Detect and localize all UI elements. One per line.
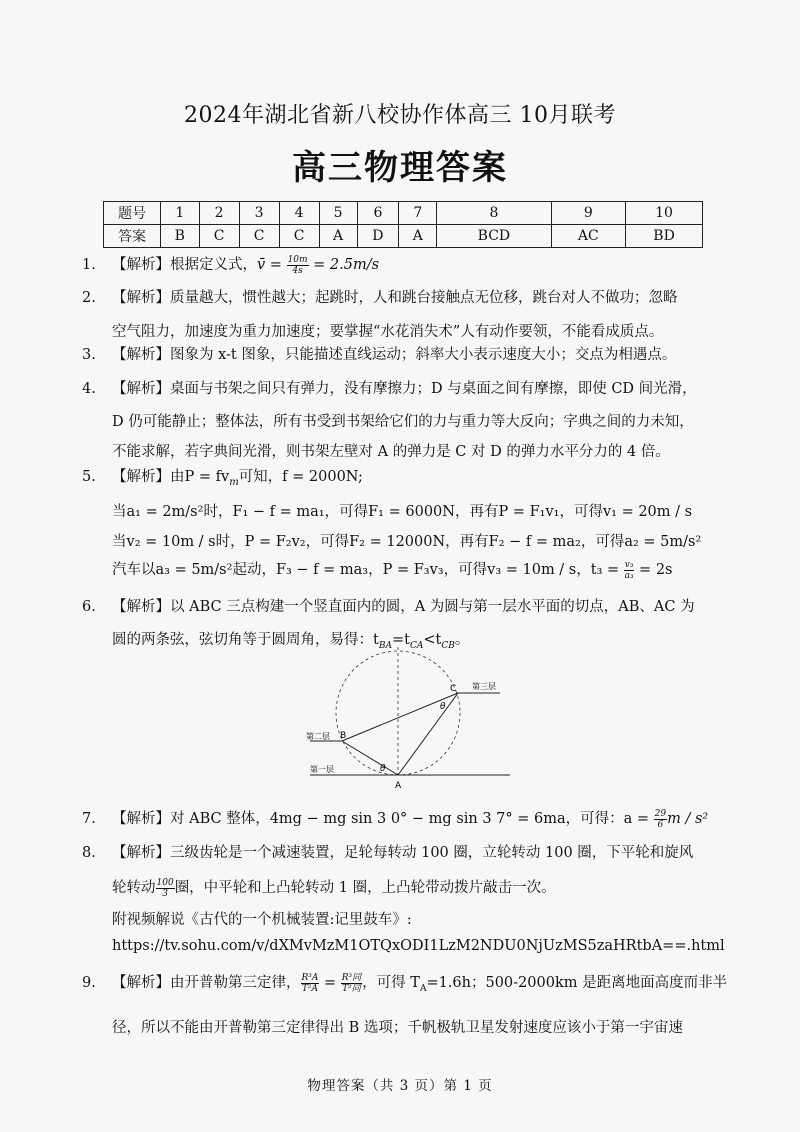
item-line: 【解析】质量越大，惯性越大；起跳时，人和跳台接触点无位移，跳台对人不做功；忽略 xyxy=(112,290,678,306)
text: 圈，中平轮和上凸轮转动 1 圈，上凸轮带动拨片敲击一次。 xyxy=(174,880,556,896)
floor-three-label: 第三层 xyxy=(472,682,496,691)
numerator: 100 xyxy=(156,877,174,888)
denominator: 3 xyxy=(162,888,168,899)
item-line: 径，所以不能由开普勒第三定律得出 B 选项；千帆极轨卫星发射速度应该小于第一宇宙速 xyxy=(112,1020,683,1036)
item-line: 空气阻力，加速度为重力加速度；要掌握“水花消失术”人有动作要领，不能看成质点。 xyxy=(112,324,664,340)
item-number: 5. xyxy=(82,469,96,485)
item-line xyxy=(112,558,722,581)
item-number: 4. xyxy=(82,381,96,397)
text: 【解析】由开普勒第三定律， xyxy=(112,975,301,991)
item-line xyxy=(112,462,722,498)
analysis-tag: 【解析】 xyxy=(112,257,170,273)
numerator: v₃ xyxy=(624,559,634,570)
item-number: 1. xyxy=(82,257,96,273)
table-cell: 9 xyxy=(551,202,626,225)
denominator: a₃ xyxy=(624,570,634,581)
text: 可知，f = 2000N; xyxy=(238,469,363,485)
text: = xyxy=(319,975,341,991)
item-line xyxy=(112,876,722,899)
table-cell: 2 xyxy=(199,202,239,225)
text: 。 xyxy=(454,632,470,648)
table-cell: 3 xyxy=(239,202,279,225)
subscript: CB xyxy=(441,640,455,651)
text: ，可得 T xyxy=(362,975,420,991)
table-cell: C xyxy=(239,225,279,248)
table-cell: 1 xyxy=(161,202,200,225)
item-line: D 仍可能静止；整体法，所有书受到书架给它们的力与重力等大反向；字典之间的力未知， xyxy=(112,414,694,430)
fraction xyxy=(287,255,309,276)
answer-title: 高三物理答案 xyxy=(292,148,508,188)
fraction xyxy=(341,973,362,994)
item-text xyxy=(112,250,722,281)
denominator: T²同 xyxy=(342,983,361,994)
table-cell: C xyxy=(199,225,239,248)
table-cell: A xyxy=(319,225,357,248)
label-b: B xyxy=(340,731,347,741)
text: 轮转动 xyxy=(112,880,156,896)
item-number: 9. xyxy=(82,975,96,991)
label-a: A xyxy=(395,781,402,791)
item-number: 3. xyxy=(82,347,96,363)
table-header-cell: 答案 xyxy=(104,225,161,248)
text: = 2s xyxy=(634,562,673,578)
text: <t xyxy=(423,632,442,648)
exam-title: 2024年湖北省新八校协作体高三 10月联考 xyxy=(184,103,616,128)
item-line: 不能求解，若字典间光滑，则书架左壁对 A 的弹力是 C 对 D 的弹力水平分力的 4 倍。 xyxy=(112,444,670,460)
item-line: 【解析】图象为 x-t 图象，只能描述直线运动；斜率大小表示速度大小；交点为相遇点。 xyxy=(112,347,677,363)
table-cell: 6 xyxy=(357,202,399,225)
subscript: BA xyxy=(378,640,392,651)
item-line: 附视频解说《古代的一个机械装置:记里鼓车》: xyxy=(112,912,412,928)
theta-label: θ xyxy=(380,764,386,774)
item-line: 【解析】桌面与书架之间只有弹力，没有摩擦力；D 与桌面之间有摩擦，即使 CD 间光滑， xyxy=(112,381,697,397)
label-c: C xyxy=(450,684,457,694)
denominator: 6 xyxy=(657,819,664,830)
text: 【解析】由P = fv xyxy=(112,469,230,485)
chord-ab xyxy=(342,741,398,775)
formula: = 2.5m/s xyxy=(308,257,380,273)
table-cell: 10 xyxy=(626,202,703,225)
table-cell: C xyxy=(279,225,319,248)
table-cell: BCD xyxy=(437,225,551,248)
table-cell: 8 xyxy=(437,202,551,225)
question-number-row xyxy=(104,202,703,225)
circle-geometry-figure xyxy=(300,645,520,795)
formula: v̄ = xyxy=(257,257,287,273)
subscript: A xyxy=(419,983,427,994)
item-number: 7. xyxy=(82,811,96,827)
item-line xyxy=(112,968,728,1005)
text: 圆的两条弦，弦切角等于圆周角，易得：t xyxy=(112,632,379,648)
table-cell: 4 xyxy=(279,202,319,225)
answer-table xyxy=(103,201,703,248)
item-line xyxy=(112,804,722,835)
page-footer: 物理答案（共 3 页）第 1 页 xyxy=(307,1078,493,1094)
denominator: T²A xyxy=(301,983,318,994)
item-line: 当v₂ = 10m / s时，P = F₂v₂，可得F₂ = 12000N，再有F₂ − f = ma₂，可得a₂ = 5m/s² xyxy=(112,534,702,550)
text: 【解析】对 ABC 整体，4mg − mg sin 3 0° − mg sin 3 7° = 6ma，可得：a = xyxy=(112,811,654,827)
table-cell: 5 xyxy=(319,202,357,225)
text: 根据定义式， xyxy=(170,257,257,273)
table-cell: D xyxy=(357,225,399,248)
fraction xyxy=(654,809,667,830)
floor-one-label: 第一层 xyxy=(310,765,334,774)
theta-label: θ xyxy=(440,702,446,712)
video-link[interactable]: https://tv.sohu.com/v/dXMvMzM1OTQxODI1LzM2NDU0NjUzMS5zaHRtbA==.html xyxy=(112,938,725,954)
floor-two-label: 第二层 xyxy=(306,732,330,741)
subscript: CA xyxy=(409,640,424,651)
numerator: R³A xyxy=(301,972,319,983)
answer-row xyxy=(104,225,703,248)
table-cell: 7 xyxy=(399,202,437,225)
table-header-cell: 题号 xyxy=(104,202,161,225)
text: =1.6h；500-2000km 是距离地面高度而非半 xyxy=(426,975,728,991)
item-number: 8. xyxy=(82,845,96,861)
fraction xyxy=(301,973,320,994)
table-cell: A xyxy=(399,225,437,248)
table-cell: AC xyxy=(551,225,626,248)
table-cell: B xyxy=(161,225,200,248)
text: =t xyxy=(391,632,410,648)
item-number: 2. xyxy=(82,290,96,306)
item-line: 【解析】三级齿轮是一个减速装置，足轮每转动 100 圈，立轮转动 100 圈，下平轮和旋风 xyxy=(112,845,694,861)
table-cell: BD xyxy=(626,225,703,248)
item-number: 6. xyxy=(82,599,96,615)
numerator: 29 xyxy=(654,808,667,819)
subscript: m xyxy=(229,476,239,488)
text: m / s² xyxy=(667,811,709,827)
numerator: 10m xyxy=(287,254,308,265)
numerator: R³同 xyxy=(341,972,362,983)
item-line: 当a₁ = 2m/s²时，F₁ − f = ma₁，可得F₁ = 6000N，再有P = F₁v₁，可得v₁ = 20m / s xyxy=(112,504,693,520)
denominator: 4s xyxy=(292,265,303,276)
fraction xyxy=(156,878,175,899)
fraction xyxy=(624,560,635,581)
text: 汽车以a₃ = 5m/s²起动，F₃ − f = ma₃，P = F₃v₃，可得v₃ = 10m / s，t₃ = xyxy=(112,562,624,578)
item-line: 【解析】以 ABC 三点构建一个竖直面内的圆，A 为圆与第一层水平面的切点，AB、AC 为 xyxy=(112,599,695,615)
